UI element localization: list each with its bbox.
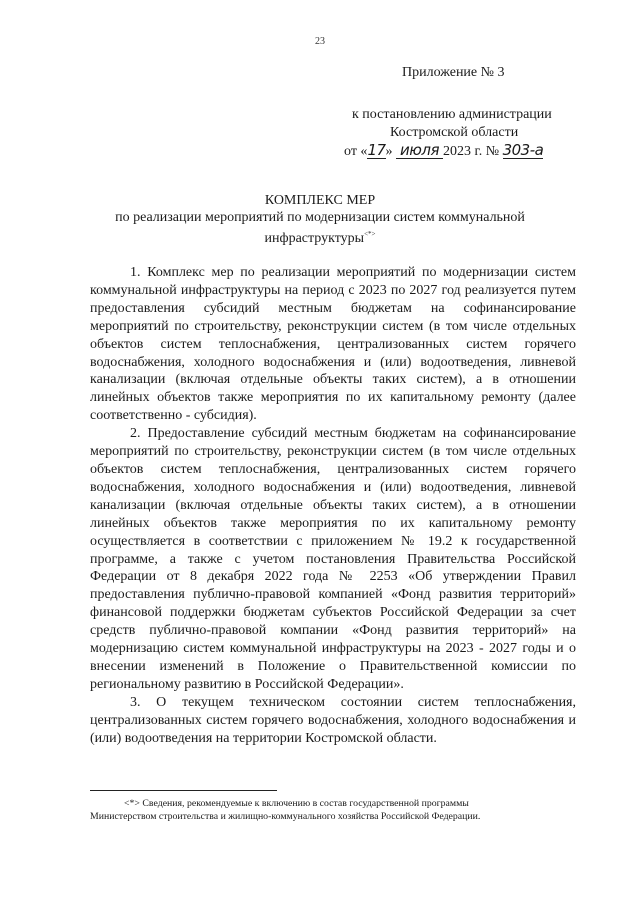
footnote-line1: <*> Сведения, рекомендуемые к включению в состав государственной программы — [124, 798, 469, 809]
heading-subtitle-line1: по реализации мероприятий по модернизации систем коммунальной — [115, 210, 525, 225]
footnote-marker: <*> — [364, 230, 376, 238]
document-heading — [0, 192, 640, 247]
handwritten-day: 17 — [367, 141, 386, 159]
paragraph-1: 1. Комплекс мер по реализации мероприятий по модернизации систем коммунальной инфраструктуры на период с 2023 по 2027 год реализуется путем предоставления субсидий местным бюджетам на софинансирование мероприятий по строительству, реконструкции систем (в том числе отдельных объектов систем теплоснабжения, централизованных систем горячего водоснабжения, холодного водоснабжения и (или) водоотведения, ливневой канализации (включая отдельные объекты таких систем), а в отношении линейных объектов также мероприятия по их капитальному ремонту (далее соответственно - субсидия). — [90, 265, 576, 424]
handwritten-month: июля — [396, 142, 443, 159]
heading-subtitle-line2 — [0, 226, 640, 247]
footnote — [90, 797, 576, 823]
paragraph-2: 2. Предоставление субсидий местным бюджетам на софинансирование мероприятий по строительству, реконструкции систем (в том числе отдельных объектов систем теплоснабжения, централизованных систем горячего водоснабжения, холодного водоснабжения и (или) водоотведения, ливневой канализации (включая отдельные объекты таких систем), а в отношении линейных объектов также мероприятия по их капитальному ремонту осуществляется в соответствии с приложением № 19.2 к государственной программе, а также с учетом постановления Правительства Российской Федерации от 8 декабря 2022 года № 2253 «Об утверждении Правил предоставления публично-правовой компанией «Фонд развития территорий» финансовой поддержки бюджетам субъектов Российской Федерации за счет средств публично-правовой компании «Фонд развития территорий» на модернизацию систем коммунальной инфраструктуры на 2023 - 2027 годы и о внесении изменений в Положение о Правительственной комиссии по региональному развитию в Российской Федерации». — [90, 426, 576, 692]
heading-subtitle-text: инфраструктуры — [264, 231, 365, 246]
appendix-title: Приложение № 3 — [402, 65, 505, 80]
date-prefix: от « — [344, 144, 368, 159]
heading-title: КОМПЛЕКС МЕР — [264, 193, 376, 208]
document-body — [90, 264, 576, 747]
appendix-region-line: Костромской области — [390, 125, 519, 140]
page-number: 23 — [315, 36, 325, 47]
footnote-divider — [90, 790, 277, 791]
appendix-date-line — [344, 142, 543, 161]
appendix-resolution-line: к постановлению администрации — [352, 107, 552, 122]
footnote-line2: Министерством строительства и жилищно-коммунального хозяйства Российской Федерации. — [90, 811, 481, 822]
date-close: » — [385, 144, 393, 159]
paragraph-3: 3. О текущем техническом состоянии систем теплоснабжения, централизованных систем горячего водоснабжения, холодного водоснабжения и (или) водоотведения на территории Костромской области. — [90, 694, 576, 746]
handwritten-doc-number: 303-а — [502, 141, 544, 159]
date-year: 2023 г. № — [443, 144, 500, 159]
